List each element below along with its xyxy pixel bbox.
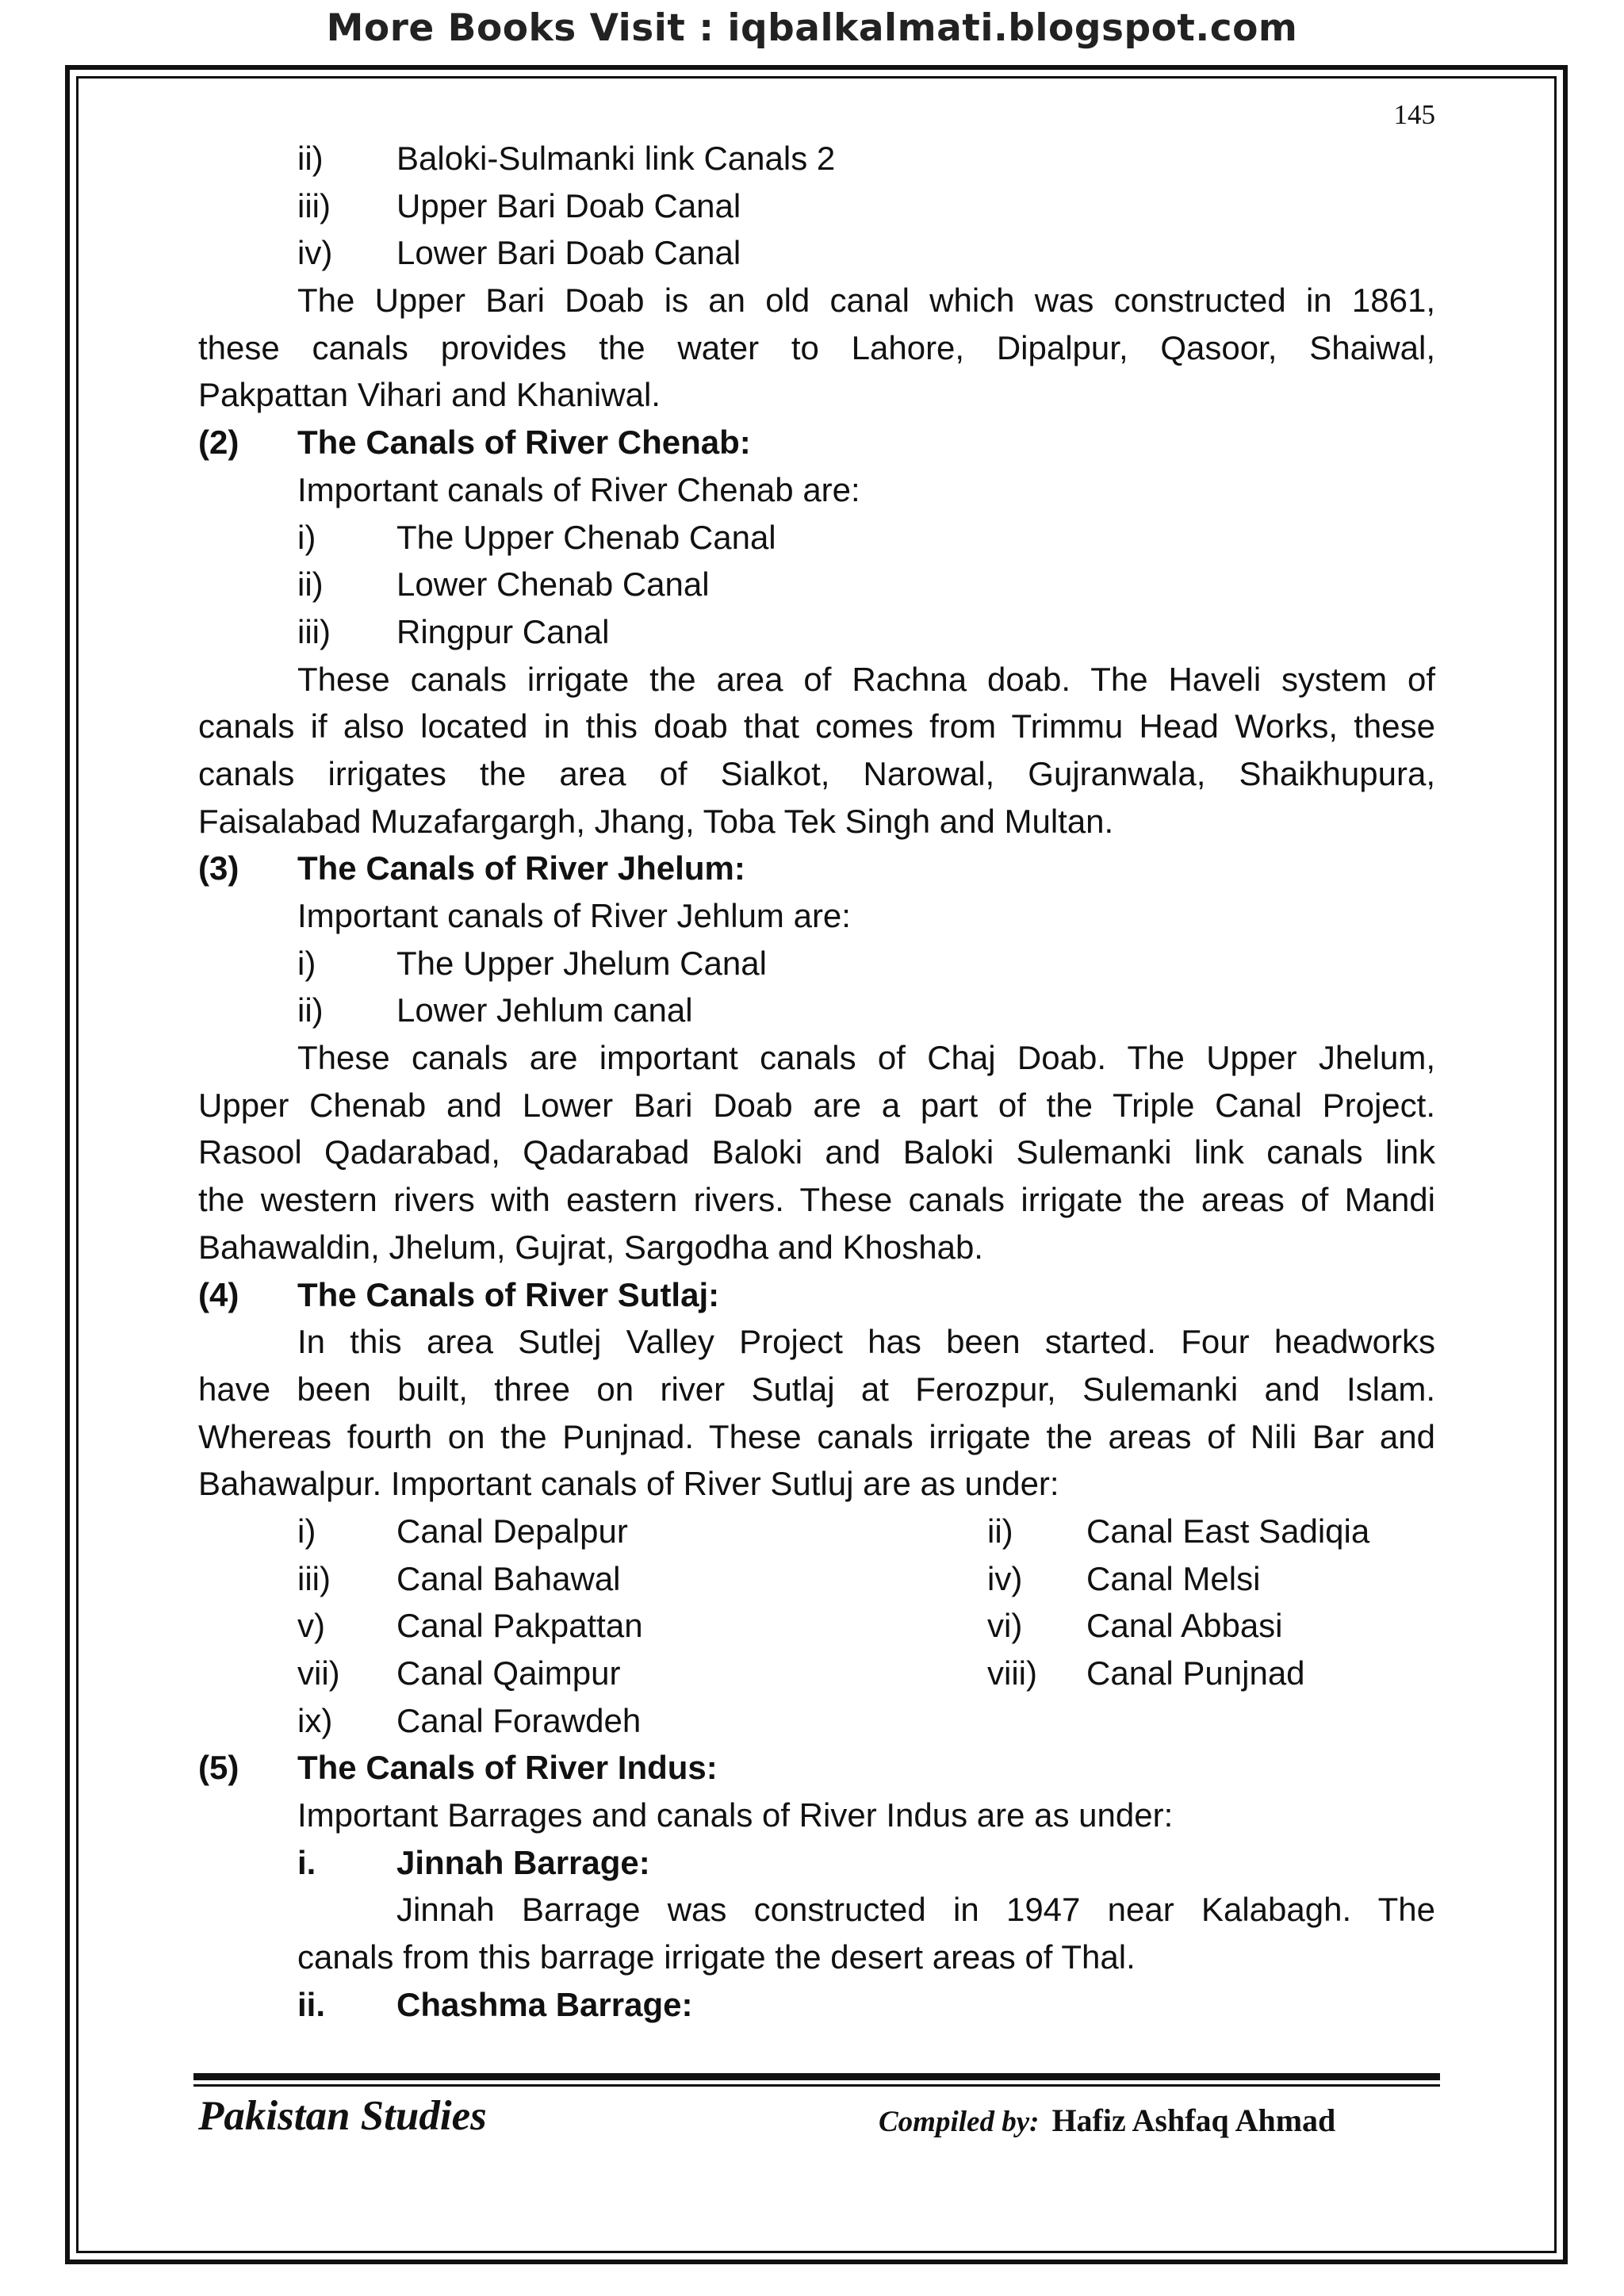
paragraph-line: In this area Sutlej Valley Project has been started. Four headworks [297, 1323, 1435, 1361]
paragraph-line: Whereas fourth on the Punjnad. These canals irrigate the areas of Nili Bar and [198, 1417, 1435, 1455]
footer-book-title: Pakistan Studies [198, 2093, 487, 2139]
paragraph-line: Jinnah Barrage was constructed in 1947 near Kalabagh. The [396, 1891, 1435, 1929]
compiled-by-label: Compiled by: [879, 2106, 1040, 2138]
list-item: v) Canal Pakpattan [297, 1607, 643, 1645]
page-number: 145 [1393, 99, 1435, 130]
list-item: ii) Lower Jehlum canal [297, 991, 693, 1029]
paragraph-line: Bahawalpur. Important canals of River Sutluj are as under: [198, 1465, 1059, 1503]
intro-line: Important canals of River Chenab are: [297, 470, 860, 508]
paragraph-line: Bahawaldin, Jhelum, Gujrat, Sargodha and Khoshab. [198, 1228, 983, 1266]
two-column-list-row [198, 1697, 1435, 1745]
list-item: i) The Upper Chenab Canal [297, 518, 776, 556]
two-column-list-row [198, 1508, 1435, 1555]
two-column-list-row [198, 1602, 1435, 1650]
paragraph-line: The Upper Bari Doab is an old canal which was constructed in 1861, [297, 282, 1435, 320]
list-item: iii) Upper Bari Doab Canal [297, 186, 741, 224]
paragraph-line: canals if also located in this doab that comes from Trimmu Head Works, these [198, 707, 1435, 746]
section-heading: (4) The Canals of River Sutlaj: [198, 1275, 720, 1313]
list-item: vii) Canal Qaimpur [297, 1654, 621, 1692]
list-item: ii) Canal East Sadiqia [987, 1512, 1370, 1550]
list-item: iv) Canal Melsi [987, 1559, 1261, 1597]
paragraph-block [198, 1886, 1435, 1934]
section-heading: (3) The Canals of River Jhelum: [198, 849, 745, 887]
list-item: ix) Canal Forawdeh [297, 1701, 642, 1739]
paragraph-line: have been built, three on river Sutlaj at Ferozpur, Sulemanki and Islam. [198, 1370, 1435, 1408]
footer-rule-thin [193, 2084, 1440, 2087]
list-item: iv) Lower Bari Doab Canal [297, 234, 741, 272]
subsection-heading: i. Jinnah Barrage: [297, 1843, 650, 1881]
subsection-heading: ii. Chashma Barrage: [297, 1985, 693, 2023]
paragraph-line: canals irrigates the area of Sialkot, Narowal, Gujranwala, Shaikhupura, [198, 754, 1435, 792]
paragraph-line: the western rivers with eastern rivers. These canals irrigate the areas of Mandi [198, 1181, 1435, 1219]
footer-compiler [879, 2102, 1335, 2139]
list-item: vi) Canal Abbasi [987, 1607, 1283, 1645]
list-item: iii) Canal Bahawal [297, 1559, 621, 1597]
paragraph-line: Pakpattan Vihari and Khaniwal. [198, 376, 661, 414]
list-item: ii) Baloki-Sulmanki link Canals 2 [297, 140, 836, 177]
author-name: Hafiz Ashfaq Ahmad [1051, 2102, 1336, 2138]
intro-line: Important Barrages and canals of River Indus are as under: [297, 1796, 1174, 1834]
two-column-list-row [198, 1650, 1435, 1697]
list-item: iii) Ringpur Canal [297, 612, 610, 650]
section-heading: (2) The Canals of River Chenab: [198, 424, 751, 462]
two-column-list-row [198, 1555, 1435, 1603]
paragraph-line: these canals provides the water to Lahore, Dipalpur, Qasoor, Shaiwal, [198, 328, 1435, 366]
intro-line: Important canals of River Jehlum are: [297, 897, 851, 934]
section-heading: (5) The Canals of River Indus: [198, 1749, 718, 1787]
list-item: ii) Lower Chenab Canal [297, 565, 710, 604]
footer-rule-thick [193, 2073, 1440, 2080]
paragraph-line: Faisalabad Muzafargargh, Jhang, Toba Tek Singh and Multan. [198, 802, 1114, 840]
paragraph-line: canals from this barrage irrigate the desert areas of Thal. [297, 1938, 1136, 1976]
paragraph-line: Upper Chenab and Lower Bari Doab are a part of the Triple Canal Project. [198, 1086, 1435, 1124]
paragraph-line: These canals irrigate the area of Rachna doab. The Haveli system of [297, 660, 1435, 698]
paragraph-line: These canals are important canals of Chaj Doab. The Upper Jhelum, [297, 1039, 1435, 1077]
site-banner: More Books Visit : iqbalkalmati.blogspot.com [326, 6, 1298, 50]
list-item: viii) Canal Punjnad [987, 1654, 1305, 1692]
list-item: i) Canal Depalpur [297, 1512, 628, 1550]
paragraph-line: Rasool Qadarabad, Qadarabad Baloki and Baloki Sulemanki link canals link [198, 1133, 1435, 1171]
page-content [198, 135, 1435, 2029]
list-item: i) The Upper Jhelum Canal [297, 944, 767, 982]
